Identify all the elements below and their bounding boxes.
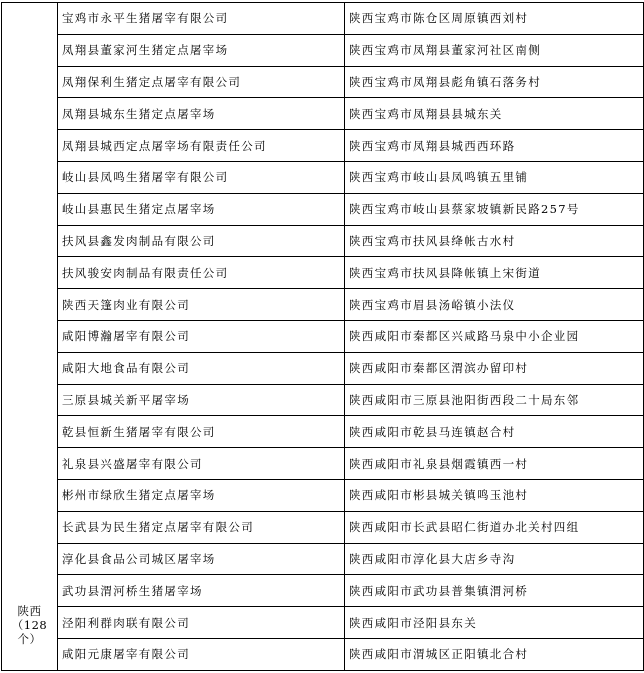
region-count: （128 [11, 617, 48, 632]
company-name: 陕西天篷肉业有限公司 [58, 289, 345, 321]
company-name: 咸阳大地食品有限公司 [58, 352, 345, 384]
company-address: 陕西宝鸡市凤翔县县城东关 [345, 98, 644, 130]
table-row [2, 607, 644, 639]
table-row [2, 193, 644, 225]
company-name: 凤翔县城西定点屠宰场有限责任公司 [58, 130, 345, 162]
table-row [2, 416, 644, 448]
company-name: 三原县城关新平屠宰场 [58, 384, 345, 416]
region-cell [2, 3, 58, 671]
company-address: 陕西宝鸡市岐山县凤鸣镇五里铺 [345, 161, 644, 193]
table-row [2, 3, 644, 35]
company-address: 陕西咸阳市渭城区正阳镇北合村 [345, 638, 644, 670]
company-address: 陕西咸阳市长武县昭仁街道办北关村四组 [345, 511, 644, 543]
company-address: 陕西宝鸡市陈仓区周原镇西刘村 [345, 3, 644, 35]
company-name: 岐山县惠民生猪定点屠宰场 [58, 193, 345, 225]
company-address: 陕西咸阳市淳化县大店乡寺沟 [345, 543, 644, 575]
company-address: 陕西宝鸡市眉县汤峪镇小法仪 [345, 289, 644, 321]
table-row [2, 289, 644, 321]
company-address: 陕西宝鸡市凤翔县彪角镇石落务村 [345, 66, 644, 98]
table-row [2, 448, 644, 480]
table-row [2, 575, 644, 607]
company-name: 咸阳博瀚屠宰有限公司 [58, 320, 345, 352]
company-name: 礼泉县兴盛屠宰有限公司 [58, 448, 345, 480]
table-row [2, 479, 644, 511]
company-name: 岐山县凤鸣生猪屠宰有限公司 [58, 161, 345, 193]
company-address: 陕西咸阳市武功县普集镇渭河桥 [345, 575, 644, 607]
company-name: 扶风骏安肉制品有限责任公司 [58, 257, 345, 289]
company-name: 凤翔县董家河生猪定点屠宰场 [58, 34, 345, 66]
company-address: 陕西咸阳市礼泉县烟霞镇西一村 [345, 448, 644, 480]
company-address: 陕西咸阳市秦都区渭滨办留印村 [345, 352, 644, 384]
table-row [2, 98, 644, 130]
slaughterhouse-table [1, 2, 644, 671]
table-row [2, 257, 644, 289]
company-address: 陕西宝鸡市凤翔县董家河社区南侧 [345, 34, 644, 66]
table-row [2, 511, 644, 543]
table-row [2, 130, 644, 162]
company-name: 扶风县鑫发肉制品有限公司 [58, 225, 345, 257]
company-address: 陕西咸阳市秦都区兴咸路马泉中小企业园 [345, 320, 644, 352]
table-row [2, 352, 644, 384]
company-name: 凤翔县城东生猪定点屠宰场 [58, 98, 345, 130]
company-address: 陕西宝鸡市扶风县绛帐古水村 [345, 225, 644, 257]
table-row [2, 543, 644, 575]
company-address: 陕西宝鸡市扶风县降帐镇上宋街道 [345, 257, 644, 289]
company-name: 淳化县食品公司城区屠宰场 [58, 543, 345, 575]
table-row [2, 66, 644, 98]
company-address: 陕西咸阳市彬县城关镇鸣玉池村 [345, 479, 644, 511]
company-address: 陕西咸阳市三原县池阳街西段二十局东邻 [345, 384, 644, 416]
company-name: 乾县恒新生猪屠宰有限公司 [58, 416, 345, 448]
table-row [2, 34, 644, 66]
company-address: 陕西宝鸡市岐山县蔡家坡镇新民路257号 [345, 193, 644, 225]
table-row [2, 320, 644, 352]
company-name: 武功县渭河桥生猪屠宰场 [58, 575, 345, 607]
company-name: 宝鸡市永平生猪屠宰有限公司 [58, 3, 345, 35]
company-name: 彬州市绿欣生猪定点屠宰场 [58, 479, 345, 511]
company-name: 凤翔保利生猪定点屠宰有限公司 [58, 66, 345, 98]
region-name: 陕西 [17, 603, 42, 618]
company-name: 咸阳元康屠宰有限公司 [58, 638, 345, 670]
region-count-unit: 个） [17, 631, 42, 646]
company-address: 陕西宝鸡市凤翔县城西西环路 [345, 130, 644, 162]
table-row [2, 225, 644, 257]
company-address: 陕西咸阳市泾阳县东关 [345, 607, 644, 639]
table-row [2, 638, 644, 670]
table-row [2, 161, 644, 193]
company-name: 长武县为民生猪定点屠宰有限公司 [58, 511, 345, 543]
table-body [2, 3, 644, 671]
company-name: 泾阳利群肉联有限公司 [58, 607, 345, 639]
table-row [2, 384, 644, 416]
company-address: 陕西咸阳市乾县马连镇赵合村 [345, 416, 644, 448]
